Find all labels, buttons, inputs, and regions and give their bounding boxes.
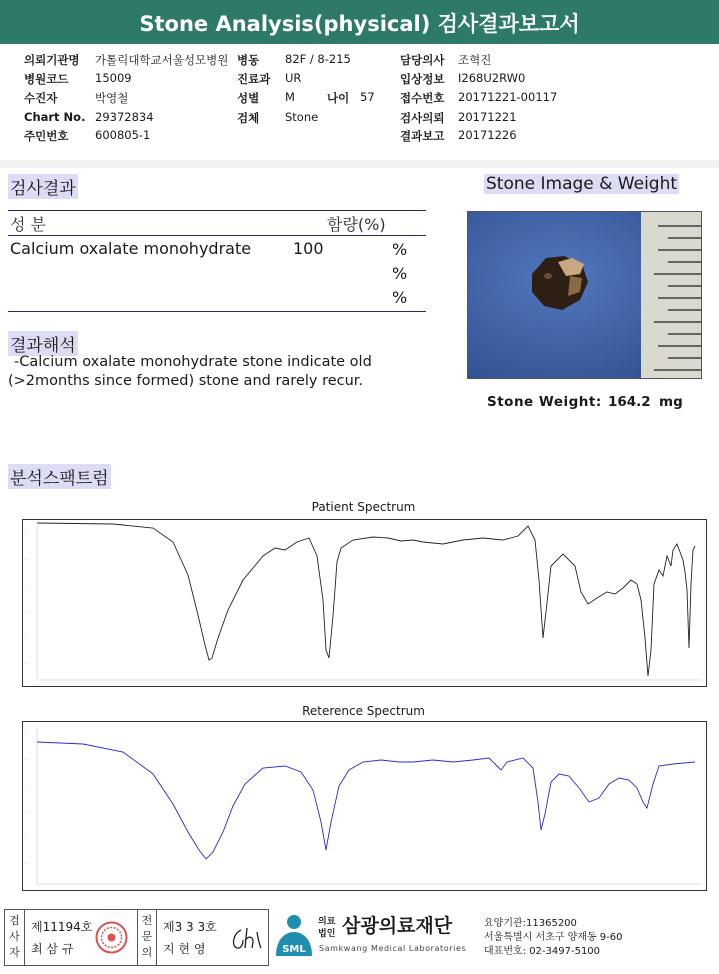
svg-text:~: ~ — [25, 609, 28, 613]
component-column-header: 성 분 — [10, 215, 46, 234]
value-doctor: 조혁진 — [458, 53, 492, 67]
stone-weight-unit: mg — [659, 394, 683, 410]
results-heading: 검사결과 — [8, 174, 78, 199]
label-hospital-code: 병원코드 — [24, 72, 69, 86]
label-chart-no: Chart No. — [24, 110, 86, 124]
svg-text:~: ~ — [25, 635, 28, 639]
stone-image-heading: Stone Image & Weight — [486, 174, 678, 194]
label-age: 나이 — [327, 91, 350, 105]
label-clinical-info: 입상정보 — [400, 72, 445, 86]
label-specimen: 검체 — [237, 111, 260, 125]
value-request-date: 20171221 — [458, 110, 517, 124]
org-institution-code: 요양기관:11365200 — [484, 918, 577, 929]
value-sex: M — [285, 90, 295, 104]
stone-photo — [467, 211, 702, 379]
svg-text:~: ~ — [25, 731, 28, 735]
sml-logo-text: SML — [282, 944, 306, 955]
reference-spectrum-line — [37, 742, 695, 859]
svg-text:~: ~ — [25, 809, 28, 813]
value-report-date: 20171226 — [458, 128, 517, 142]
value-department: UR — [285, 71, 302, 85]
doctor-signature — [225, 924, 263, 954]
table-header-line — [8, 235, 426, 236]
label-department: 진료과 — [237, 72, 271, 86]
doctor-license-no: 제3 3 3호 — [163, 920, 217, 934]
svg-text:~: ~ — [25, 757, 28, 761]
result-unit-3: % — [392, 288, 408, 307]
label-requester: 의뢰기관명 — [24, 53, 80, 67]
org-type-2: 법인 — [318, 929, 336, 939]
svg-text:~: ~ — [25, 835, 28, 839]
tester-seal — [95, 921, 128, 954]
svg-text:~: ~ — [25, 661, 28, 665]
label-sex: 성별 — [237, 91, 260, 105]
interpretation-line-1: -Calcium oxalate monohydrate stone indicate old — [14, 354, 372, 370]
doctor-name: 지 현 영 — [163, 942, 206, 956]
label-ward: 병동 — [237, 53, 260, 67]
svg-text:~: ~ — [25, 583, 28, 587]
org-name: 삼광의료재단 — [342, 915, 453, 937]
value-hospital-code: 15009 — [95, 71, 132, 85]
signature-box — [4, 909, 269, 966]
content-column-header: 함량(%) — [327, 215, 386, 234]
org-type-1: 의료 — [318, 917, 336, 927]
stone-weight-value: 164.2 — [608, 394, 651, 410]
value-ward: 82F / 8-215 — [285, 52, 351, 66]
tester-label: 검사자 — [5, 910, 25, 965]
reference-spectrum-chart — [22, 721, 707, 891]
tester-name: 최 삼 규 — [31, 942, 74, 956]
label-request-date: 검사의뢰 — [400, 111, 445, 125]
spectrum-heading: 분석스팩트럼 — [8, 464, 111, 489]
sml-logo — [272, 912, 316, 960]
stone-weight-label: Stone Weight: — [487, 394, 602, 410]
value-requester: 가톨릭대학교서울성모병원 — [95, 53, 229, 67]
value-age: 57 — [360, 90, 375, 104]
reference-spectrum-title: Reterence Spectrum — [302, 704, 425, 718]
interpretation-line-2: (>2months since formed) stone and rarely recur. — [8, 373, 364, 389]
table-top-line — [8, 210, 426, 211]
svg-text:~: ~ — [25, 783, 28, 787]
label-resident-no: 주민번호 — [24, 129, 69, 143]
report-title: Stone Analysis(physical) 검사결과보고서 — [0, 0, 719, 44]
header-divider — [0, 160, 719, 168]
value-patient: 박영철 — [95, 91, 129, 105]
svg-text:~: ~ — [25, 557, 28, 561]
value-clinical-info: I268U2RW0 — [458, 71, 526, 85]
value-receipt-no: 20171221-00117 — [458, 90, 558, 104]
label-report-date: 결과보고 — [400, 129, 445, 143]
svg-text:~: ~ — [25, 861, 28, 865]
org-name-en: Samkwang Medical Laboratories — [319, 944, 467, 953]
org-address: 서울특별시 서초구 양재동 9-60 — [484, 932, 623, 943]
patient-spectrum-title: Patient Spectrum — [311, 500, 416, 514]
label-receipt-no: 접수번호 — [400, 91, 445, 105]
svg-text:~: ~ — [25, 531, 28, 535]
header-info — [0, 44, 719, 160]
result-name-1: Calcium oxalate monohydrate — [10, 239, 252, 258]
patient-spectrum-chart — [22, 519, 707, 687]
result-value-1: 100 — [293, 239, 324, 258]
patient-spectrum-line — [37, 523, 695, 676]
value-resident-no: 600805-1 — [95, 128, 151, 142]
table-bottom-line — [8, 311, 426, 312]
label-patient: 수진자 — [24, 91, 58, 105]
value-specimen: Stone — [285, 110, 319, 124]
interpretation-heading: 결과해석 — [8, 331, 78, 356]
label-doctor: 담당의사 — [400, 53, 445, 67]
result-unit-2: % — [392, 264, 408, 283]
tester-license-no: 제11194호 — [31, 920, 93, 934]
doctor-label: 전문의 — [137, 910, 157, 965]
org-phone: 대표번호: 02-3497-5100 — [484, 946, 601, 957]
result-unit-1: % — [392, 240, 408, 259]
value-chart-no: 29372834 — [95, 110, 154, 124]
